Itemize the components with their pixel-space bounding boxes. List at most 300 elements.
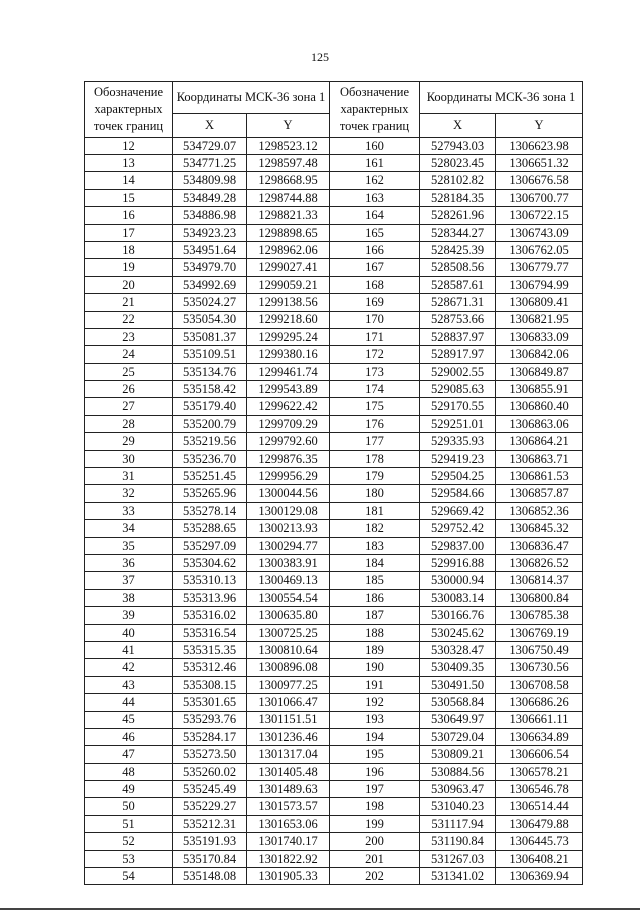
x-coordinate-left: 535170.84 [173,850,247,867]
point-number-left: 39 [85,607,173,624]
x-coordinate-left: 534771.25 [173,155,247,172]
header-x-right: X [420,113,496,137]
y-coordinate-right: 1306800.84 [496,589,583,606]
x-coordinate-left: 535310.13 [173,572,247,589]
point-number-left: 38 [85,589,173,606]
y-coordinate-left: 1301573.57 [247,798,330,815]
point-number-left: 24 [85,346,173,363]
y-coordinate-left: 1301905.33 [247,868,330,885]
y-coordinate-left: 1299218.60 [247,311,330,328]
point-number-left: 53 [85,850,173,867]
x-coordinate-left: 535200.79 [173,415,247,432]
y-coordinate-left: 1300129.08 [247,502,330,519]
x-coordinate-left: 534729.07 [173,137,247,154]
x-coordinate-right: 530083.14 [420,589,496,606]
table-row [85,276,583,293]
x-coordinate-right: 530409.35 [420,659,496,676]
y-coordinate-left: 1299138.56 [247,294,330,311]
point-number-right: 180 [330,485,420,502]
point-number-left: 13 [85,155,173,172]
y-coordinate-left: 1301653.06 [247,815,330,832]
y-coordinate-right: 1306849.87 [496,363,583,380]
point-number-left: 33 [85,502,173,519]
point-number-right: 170 [330,311,420,328]
point-number-left: 31 [85,468,173,485]
y-coordinate-right: 1306842.06 [496,346,583,363]
x-coordinate-right: 531040.23 [420,798,496,815]
point-number-left: 22 [85,311,173,328]
table-row [85,781,583,798]
x-coordinate-right: 528671.31 [420,294,496,311]
point-number-right: 181 [330,502,420,519]
y-coordinate-left: 1300213.93 [247,520,330,537]
point-number-right: 199 [330,815,420,832]
table-row [85,728,583,745]
x-coordinate-right: 530000.94 [420,572,496,589]
point-number-left: 37 [85,572,173,589]
point-number-left: 20 [85,276,173,293]
point-number-right: 188 [330,624,420,641]
x-coordinate-right: 529752.42 [420,520,496,537]
point-number-left: 17 [85,224,173,241]
y-coordinate-left: 1299956.29 [247,468,330,485]
y-coordinate-left: 1300044.56 [247,485,330,502]
point-number-left: 40 [85,624,173,641]
table-row [85,468,583,485]
point-number-left: 15 [85,189,173,206]
table-row [85,607,583,624]
x-coordinate-left: 535273.50 [173,746,247,763]
x-coordinate-left: 535251.45 [173,468,247,485]
table-row [85,381,583,398]
y-coordinate-right: 1306794.99 [496,276,583,293]
x-coordinate-right: 530649.97 [420,711,496,728]
y-coordinate-left: 1298597.48 [247,155,330,172]
y-coordinate-right: 1306814.37 [496,572,583,589]
x-coordinate-left: 534951.64 [173,241,247,258]
x-coordinate-left: 535158.42 [173,381,247,398]
y-coordinate-right: 1306686.26 [496,694,583,711]
table-row [85,833,583,850]
y-coordinate-left: 1299059.21 [247,276,330,293]
point-number-right: 164 [330,207,420,224]
table-row [85,763,583,780]
y-coordinate-right: 1306479.88 [496,815,583,832]
x-coordinate-left: 535293.76 [173,711,247,728]
x-coordinate-right: 531341.02 [420,868,496,885]
x-coordinate-right: 528261.96 [420,207,496,224]
x-coordinate-left: 535312.46 [173,659,247,676]
point-number-left: 12 [85,137,173,154]
x-coordinate-right: 530245.62 [420,624,496,641]
point-number-right: 198 [330,798,420,815]
x-coordinate-right: 528837.97 [420,328,496,345]
point-number-right: 168 [330,276,420,293]
point-number-right: 190 [330,659,420,676]
x-coordinate-right: 530166.76 [420,607,496,624]
header-coord-group-right: Координаты МСК-36 зона 1 [420,82,583,114]
point-number-right: 165 [330,224,420,241]
y-coordinate-right: 1306750.49 [496,641,583,658]
point-number-left: 46 [85,728,173,745]
point-number-right: 162 [330,172,420,189]
x-coordinate-right: 529419.23 [420,450,496,467]
y-coordinate-right: 1306762.05 [496,241,583,258]
y-coordinate-right: 1306779.77 [496,259,583,276]
y-coordinate-left: 1300725.25 [247,624,330,641]
y-coordinate-right: 1306708.58 [496,676,583,693]
table-row [85,520,583,537]
y-coordinate-right: 1306661.11 [496,711,583,728]
x-coordinate-left: 535212.31 [173,815,247,832]
point-number-left: 23 [85,328,173,345]
point-number-right: 196 [330,763,420,780]
table-row [85,398,583,415]
point-number-left: 27 [85,398,173,415]
point-number-left: 34 [85,520,173,537]
bottom-rule [0,908,640,910]
y-coordinate-left: 1299792.60 [247,433,330,450]
point-number-left: 30 [85,450,173,467]
x-coordinate-left: 535109.51 [173,346,247,363]
table-row [85,589,583,606]
x-coordinate-left: 534979.70 [173,259,247,276]
table-row [85,259,583,276]
point-number-right: 179 [330,468,420,485]
y-coordinate-right: 1306836.47 [496,537,583,554]
point-number-right: 192 [330,694,420,711]
x-coordinate-right: 527943.03 [420,137,496,154]
y-coordinate-right: 1306826.52 [496,555,583,572]
y-coordinate-right: 1306845.32 [496,520,583,537]
point-number-right: 184 [330,555,420,572]
x-coordinate-left: 535179.40 [173,398,247,415]
x-coordinate-right: 530729.04 [420,728,496,745]
point-number-right: 185 [330,572,420,589]
x-coordinate-left: 534923.23 [173,224,247,241]
table-row [85,433,583,450]
table-row [85,363,583,380]
point-number-right: 193 [330,711,420,728]
table-row [85,294,583,311]
point-number-right: 167 [330,259,420,276]
x-coordinate-right: 529669.42 [420,502,496,519]
y-coordinate-left: 1301317.04 [247,746,330,763]
point-number-left: 50 [85,798,173,815]
point-number-right: 166 [330,241,420,258]
x-coordinate-right: 529837.00 [420,537,496,554]
point-number-right: 160 [330,137,420,154]
x-coordinate-right: 530328.47 [420,641,496,658]
x-coordinate-right: 528917.97 [420,346,496,363]
x-coordinate-left: 535054.30 [173,311,247,328]
point-number-right: 174 [330,381,420,398]
x-coordinate-right: 529085.63 [420,381,496,398]
point-number-left: 41 [85,641,173,658]
table-row [85,155,583,172]
x-coordinate-right: 529170.55 [420,398,496,415]
y-coordinate-right: 1306546.78 [496,781,583,798]
x-coordinate-left: 535301.65 [173,694,247,711]
coordinates-table [84,81,583,885]
y-coordinate-right: 1306651.32 [496,155,583,172]
y-coordinate-left: 1298821.33 [247,207,330,224]
y-coordinate-right: 1306606.54 [496,746,583,763]
y-coordinate-right: 1306369.94 [496,868,583,885]
table-row [85,572,583,589]
header-x-left: X [173,113,247,137]
y-coordinate-left: 1300383.91 [247,555,330,572]
point-number-right: 178 [330,450,420,467]
y-coordinate-right: 1306514.44 [496,798,583,815]
table-row [85,224,583,241]
y-coordinate-left: 1299622.42 [247,398,330,415]
table-row [85,555,583,572]
x-coordinate-right: 530568.84 [420,694,496,711]
x-coordinate-left: 535260.02 [173,763,247,780]
y-coordinate-left: 1298898.65 [247,224,330,241]
point-number-left: 45 [85,711,173,728]
point-number-left: 16 [85,207,173,224]
point-number-right: 194 [330,728,420,745]
table-row [85,676,583,693]
y-coordinate-right: 1306769.19 [496,624,583,641]
x-coordinate-left: 535236.70 [173,450,247,467]
x-coordinate-left: 535245.49 [173,781,247,798]
point-number-right: 202 [330,868,420,885]
y-coordinate-left: 1301740.17 [247,833,330,850]
point-number-left: 54 [85,868,173,885]
table-row [85,641,583,658]
x-coordinate-left: 535081.37 [173,328,247,345]
point-number-left: 19 [85,259,173,276]
x-coordinate-left: 535288.65 [173,520,247,537]
point-number-left: 32 [85,485,173,502]
y-coordinate-left: 1299461.74 [247,363,330,380]
point-number-right: 172 [330,346,420,363]
y-coordinate-right: 1306863.06 [496,415,583,432]
table-row [85,415,583,432]
y-coordinate-right: 1306408.21 [496,850,583,867]
point-number-left: 36 [85,555,173,572]
y-coordinate-right: 1306445.73 [496,833,583,850]
y-coordinate-right: 1306578.21 [496,763,583,780]
table-row [85,659,583,676]
y-coordinate-right: 1306676.58 [496,172,583,189]
header-point-label-right: Обозначение характерных точек границ [330,82,420,138]
x-coordinate-left: 535229.27 [173,798,247,815]
point-number-left: 52 [85,833,173,850]
point-number-right: 176 [330,415,420,432]
point-number-left: 48 [85,763,173,780]
x-coordinate-right: 528184.35 [420,189,496,206]
y-coordinate-right: 1306857.87 [496,485,583,502]
point-number-left: 51 [85,815,173,832]
y-coordinate-right: 1306743.09 [496,224,583,241]
point-number-right: 177 [330,433,420,450]
y-coordinate-right: 1306623.98 [496,137,583,154]
point-number-left: 35 [85,537,173,554]
point-number-left: 29 [85,433,173,450]
header-point-label-left: Обозначение характерных точек границ [85,82,173,138]
y-coordinate-right: 1306860.40 [496,398,583,415]
point-number-left: 18 [85,241,173,258]
point-number-left: 25 [85,363,173,380]
y-coordinate-left: 1301822.92 [247,850,330,867]
point-number-left: 49 [85,781,173,798]
table-row [85,137,583,154]
x-coordinate-right: 528753.66 [420,311,496,328]
point-number-right: 195 [330,746,420,763]
page-number: 125 [311,50,329,64]
x-coordinate-right: 528508.56 [420,259,496,276]
point-number-right: 201 [330,850,420,867]
x-coordinate-left: 535304.62 [173,555,247,572]
header-coord-group-left: Координаты МСК-36 зона 1 [173,82,330,114]
y-coordinate-right: 1306855.91 [496,381,583,398]
x-coordinate-left: 535313.96 [173,589,247,606]
table-row [85,189,583,206]
table-row [85,537,583,554]
point-number-left: 44 [85,694,173,711]
point-number-right: 182 [330,520,420,537]
point-number-left: 21 [85,294,173,311]
table-row [85,798,583,815]
point-number-right: 171 [330,328,420,345]
y-coordinate-left: 1299543.89 [247,381,330,398]
table-row [85,172,583,189]
point-number-left: 14 [85,172,173,189]
y-coordinate-left: 1300896.08 [247,659,330,676]
table-row [85,850,583,867]
x-coordinate-left: 534886.98 [173,207,247,224]
y-coordinate-right: 1306821.95 [496,311,583,328]
x-coordinate-left: 535316.54 [173,624,247,641]
table-row [85,868,583,885]
x-coordinate-left: 535316.02 [173,607,247,624]
y-coordinate-right: 1306864.21 [496,433,583,450]
y-coordinate-left: 1300469.13 [247,572,330,589]
table-row [85,711,583,728]
y-coordinate-left: 1301236.46 [247,728,330,745]
header-y-right: Y [496,113,583,137]
point-number-right: 175 [330,398,420,415]
x-coordinate-right: 529584.66 [420,485,496,502]
point-number-right: 187 [330,607,420,624]
y-coordinate-left: 1300810.64 [247,641,330,658]
table-row [85,241,583,258]
y-coordinate-left: 1301066.47 [247,694,330,711]
x-coordinate-left: 535284.17 [173,728,247,745]
table-body [85,137,583,885]
x-coordinate-right: 528587.61 [420,276,496,293]
y-coordinate-right: 1306634.89 [496,728,583,745]
x-coordinate-right: 528023.45 [420,155,496,172]
x-coordinate-right: 531267.03 [420,850,496,867]
y-coordinate-left: 1301489.63 [247,781,330,798]
point-number-right: 186 [330,589,420,606]
header-y-left: Y [247,113,330,137]
y-coordinate-left: 1299027.41 [247,259,330,276]
x-coordinate-left: 535024.27 [173,294,247,311]
y-coordinate-left: 1300977.25 [247,676,330,693]
x-coordinate-right: 530809.21 [420,746,496,763]
y-coordinate-left: 1299295.24 [247,328,330,345]
y-coordinate-right: 1306722.15 [496,207,583,224]
point-number-right: 169 [330,294,420,311]
point-number-left: 47 [85,746,173,763]
table-row [85,450,583,467]
y-coordinate-left: 1299380.16 [247,346,330,363]
table-row [85,694,583,711]
point-number-left: 26 [85,381,173,398]
y-coordinate-right: 1306833.09 [496,328,583,345]
point-number-right: 173 [330,363,420,380]
y-coordinate-left: 1299709.29 [247,415,330,432]
x-coordinate-right: 529335.93 [420,433,496,450]
x-coordinate-right: 531190.84 [420,833,496,850]
x-coordinate-right: 529504.25 [420,468,496,485]
table-row [85,207,583,224]
table-row [85,328,583,345]
x-coordinate-right: 528102.82 [420,172,496,189]
y-coordinate-right: 1306809.41 [496,294,583,311]
x-coordinate-right: 529251.01 [420,415,496,432]
x-coordinate-left: 535308.15 [173,676,247,693]
x-coordinate-left: 535315.35 [173,641,247,658]
x-coordinate-right: 528425.39 [420,241,496,258]
y-coordinate-right: 1306785.38 [496,607,583,624]
y-coordinate-left: 1298962.06 [247,241,330,258]
y-coordinate-left: 1298744.88 [247,189,330,206]
x-coordinate-right: 530884.56 [420,763,496,780]
table-row [85,485,583,502]
x-coordinate-left: 534809.98 [173,172,247,189]
x-coordinate-right: 530963.47 [420,781,496,798]
x-coordinate-left: 535191.93 [173,833,247,850]
y-coordinate-left: 1300294.77 [247,537,330,554]
x-coordinate-left: 535134.76 [173,363,247,380]
x-coordinate-left: 534849.28 [173,189,247,206]
point-number-right: 200 [330,833,420,850]
y-coordinate-right: 1306852.36 [496,502,583,519]
x-coordinate-right: 529002.55 [420,363,496,380]
y-coordinate-left: 1299876.35 [247,450,330,467]
point-number-right: 189 [330,641,420,658]
y-coordinate-left: 1300554.54 [247,589,330,606]
x-coordinate-left: 535265.96 [173,485,247,502]
point-number-left: 43 [85,676,173,693]
y-coordinate-right: 1306700.77 [496,189,583,206]
y-coordinate-left: 1298668.95 [247,172,330,189]
point-number-left: 42 [85,659,173,676]
point-number-left: 28 [85,415,173,432]
y-coordinate-right: 1306730.56 [496,659,583,676]
x-coordinate-left: 535219.56 [173,433,247,450]
table-row [85,815,583,832]
x-coordinate-left: 534992.69 [173,276,247,293]
y-coordinate-left: 1298523.12 [247,137,330,154]
table-row [85,746,583,763]
x-coordinate-right: 528344.27 [420,224,496,241]
x-coordinate-right: 531117.94 [420,815,496,832]
y-coordinate-left: 1300635.80 [247,607,330,624]
point-number-right: 183 [330,537,420,554]
y-coordinate-left: 1301151.51 [247,711,330,728]
point-number-right: 191 [330,676,420,693]
x-coordinate-left: 535148.08 [173,868,247,885]
y-coordinate-left: 1301405.48 [247,763,330,780]
